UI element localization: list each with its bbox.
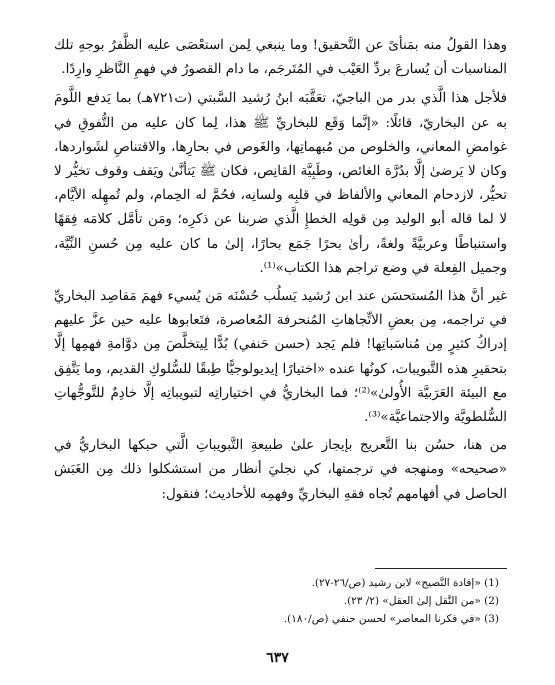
- footnote-1: (1) «إفادة النَّصيح» لابن رشيد (ص/٢٦-٢٧).: [311, 577, 499, 589]
- paragraph-2: فلأجل هذا الَّذي بدر من الباجيّ، تعَقَّبَه ابنُ رُشيد السَّبتي (ت٧٢١هـ) بما يَدفع اللَّومَ به عن البخاريّ، قائلًا: «إنَّما وَقَع للبخاريِّ ﷺ هذا، لِما كان عليه من التُّفوقِ في غوامضِ المعاني، والخلوص من مُبهماتِها، والغَوص في بحارِها، والاقتناصِ لشَواردها، وكان لا يَرضىٰ إلَّا بدُرَّة الغائص، وطَبِيَّة القانِص، فكان ﷺ يَتأنَّىٰ ويَقف وقوف تخيُّر لا تحيُّر، لازدحام المعاني والألفاظ في قلبِه ولسانِه، فحُمَّ له الحِمام، ولم تُمهِله الأيَّام، لا لما قاله أبو الوليد مِن قولِه الخطإِ الَّذي ضربنا عن ذكرِه؛ ومَن تأمَّل كلامَه فِقهًا واستنباطًا وعربيَّةً ولغةً، رأىٰ بحرًا جَمَع بحارًا، إلىٰ ما كان عليه مِن حُسنِ النِّيَّة، وجميل الفِعلة في وضع تراجم هذا الكتاب»⁽¹⁾.: [54, 91, 507, 276]
- paragraph-3: غير أنَّ هذا المُستحسَن عند ابن رُشيد يَسلُب حُسْنَه مَن يُسيء فهمَ مَقاصِد البخاريِّ في تراجمه، مِن بعضِ الاتِّجاهاتِ المُنحرفة المُعاصرة، فتَعابوها عليه حين عزَّ عليهم إدراكُ كثيرٍ مِن مُناسَباتِها! فلم يَجد (حسن حَنفي) بُدًّا لِيتخلَّصَ مِن دوَّامةِ فهمِها إلَّا بتحقيرِ هذه التَّبويبات، كونُها عنده «اختيارًا إيديولوجيًّا طِبقًا للسُّلوكِ القديم، وما يَتَّفِق مع البيئة العَرَبيَّة الأُولىٰ»⁽²⁾؛ فما البخاريُّ في اختياراتِه لتبويباتِه إلَّا خادِمٌ للتَّوجُّهاتِ السُّلطويَّة والاجتماعيَّة»⁽³⁾.: [54, 289, 507, 426]
- footnote-separator: [375, 568, 507, 569]
- page-number: ٦٣٧: [266, 650, 289, 666]
- paragraph-4: من هنا، حسُن بنا التَّعريج بإيجاز علىٰ طبيعةِ التَّبويباتِ الَّتي حبكها البخاريُّ في «صحيحه» ومنهجه في ترجمتها، كي نجليَ أنظار من استشكلوا ذلك مِن الغَبَش الحاصل في أفهامهم تُجاه فقهِ البخاريِّ وفهمِه للأحاديث؛ فنقول:: [54, 438, 507, 502]
- footnote-2: (2) «من النَّقل إلىٰ العقل» (٢/ ٢٣).: [343, 595, 499, 607]
- body-text: [54, 34, 507, 507]
- footnotes: [59, 574, 499, 628]
- paragraph-1: وهذا القولُ منه بمَنأىً عن التَّحقيق! وما ينبغي لِمن استعْصَى عليه الظَّفرُ بوجهِ تلك المناسبات أن يُسارعَ بردِّ العَيْب في المُتَرجَم، ما دام القصورُ في فهمِ النَّاظرِ وارِدًا.: [54, 38, 507, 78]
- footnote-3: (3) «في فكرنا المعاصر» لحسن حنفي (ص/١٨٠).: [283, 613, 499, 625]
